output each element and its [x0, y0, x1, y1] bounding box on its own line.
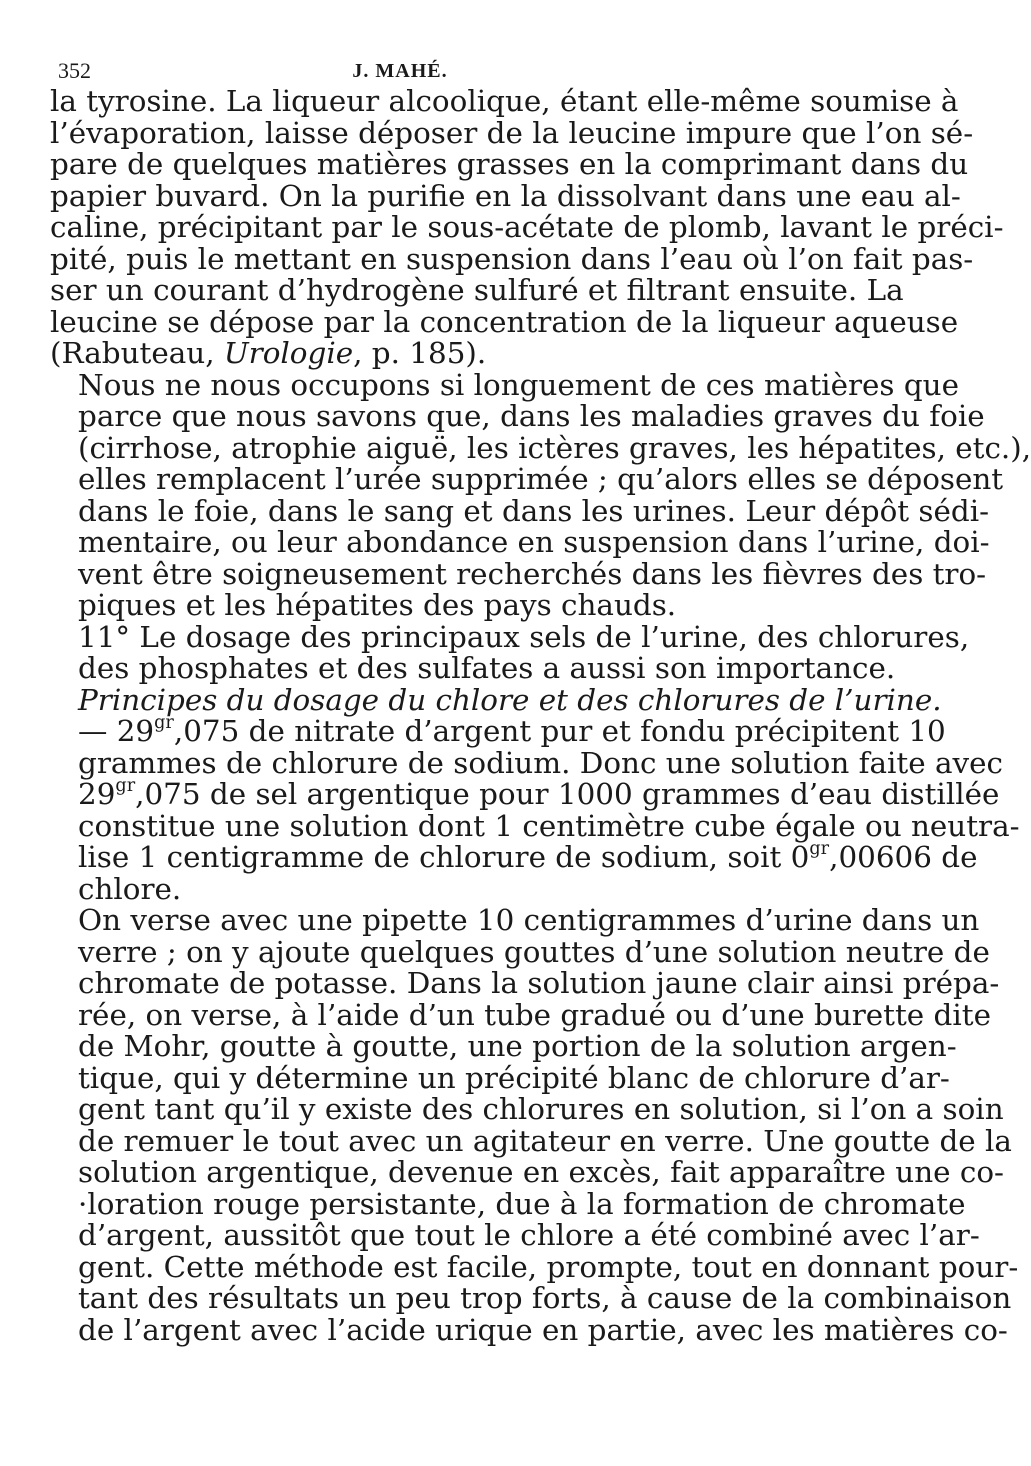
text-line: solution argentique, devenue en excès, fait apparaître une co-: [78, 1155, 1004, 1189]
paragraph: [50, 682, 1020, 906]
text-line: $29^{gr},075$ de sel argentique pour 1000 grammes d’eau distillée: [78, 775, 1000, 811]
text-line: piques et les hépatites des pays chauds.: [78, 588, 677, 622]
text-line: de Mohr, goutte à goutte, une portion de la solution argen-: [78, 1029, 957, 1063]
text-line: Principes du dosage du chlore et des chlorures de l’urine.: [78, 682, 942, 717]
text-line: mentaire, ou leur abondance en suspension dans l’urine, doi-: [78, 525, 990, 559]
text-line: caline, précipitant par le sous-acétate de plomb, lavant le préci-: [50, 210, 1004, 244]
text-line: de l’argent avec l’acide urique en partie, avec les matières co-: [78, 1312, 1008, 1347]
paragraph: [50, 903, 1019, 1347]
text-line: ser un courant d’hydrogène sulfuré et filtrant ensuite. La: [50, 273, 904, 307]
body-text: [50, 84, 1031, 1347]
paragraph: [50, 367, 1031, 622]
text-line: de remuer le tout avec un agitateur en verre. Une goutte de la: [78, 1123, 1012, 1158]
text-line: constitue une solution dont 1 centimètre cube égale ou neutra-: [78, 808, 1020, 843]
page-header: [52, 54, 748, 88]
text-line: gent tant qu’il y existe des chlorures en solution, si l’on a soin: [78, 1092, 1004, 1126]
text-line: pare de quelques matières grasses en la comprimant dans du: [50, 147, 969, 181]
text-line: tique, qui y détermine un précipité blanc de chlorure d’ar-: [78, 1060, 950, 1095]
text-line: grammes de chlorure de sodium. Donc une solution faite avec: [78, 745, 1003, 780]
text-line: rée, on verse, à l’aide d’un tube gradué ou d’une burette dite: [78, 997, 991, 1032]
text-line: — $29^{gr},075$ de nitrate d’argent pur et fondu précipitent 10: [78, 712, 946, 748]
text-line: chlore.: [78, 871, 182, 906]
text-line: gent. Cette méthode est facile, prompte, tout en donnant pour-: [78, 1249, 1019, 1284]
text-line: (cirrhose, atrophie aiguë, les ictères graves, les hépatites, etc.),: [78, 430, 1031, 465]
text-line: elles remplacent l’urée supprimée ; qu’alors elles se déposent: [78, 462, 1004, 496]
paragraph: [50, 84, 1004, 370]
text-line: lise 1 centigramme de chlorure de sodium, soit $0^{gr},00606$ de: [78, 838, 978, 874]
text-line: tant des résultats un peu trop forts, à cause de la combinaison: [78, 1281, 1012, 1315]
text-line: (Rabuteau, Urologie, p. 185).: [50, 336, 487, 370]
text-line: des phosphates et des sulfates a aussi son importance.: [78, 651, 896, 685]
page-number: 352: [58, 58, 91, 83]
text-line: ·loration rouge persistante, due à la formation de chromate: [78, 1186, 966, 1221]
text-line: leucine se dépose par la concentration de la liqueur aqueuse: [50, 304, 959, 339]
running-head: J. MAHÉ.: [352, 60, 448, 82]
text-line: d’argent, aussitôt que tout le chlore a été combiné avec l’ar-: [78, 1218, 980, 1252]
text-line: On verse avec une pipette 10 centigrammes d’urine dans un: [78, 903, 980, 937]
text-line: chromate de potasse. Dans la solution jaune clair ainsi prépa-: [78, 966, 1000, 1000]
text-line: verre ; on y ajoute quelques gouttes d’une solution neutre de: [78, 934, 990, 969]
text-line: l’évaporation, laisse déposer de la leucine impure que l’on sé-: [50, 115, 974, 150]
text-line: parce que nous savons que, dans les maladies graves du foie: [78, 399, 985, 433]
text-line: 11° Le dosage des principaux sels de l’urine, des chlorures,: [78, 619, 970, 654]
text-line: pité, puis le mettant en suspension dans l’eau où l’on fait pas-: [50, 241, 974, 276]
text-line: dans le foie, dans le sang et dans les urines. Leur dépôt sédi-: [78, 493, 990, 528]
text-line: vent être soigneusement recherchés dans les fièvres des tro-: [78, 556, 987, 591]
text-line: Nous ne nous occupons si longuement de ces matières que: [78, 367, 959, 402]
text-line: papier buvard. On la purifie en la dissolvant dans une eau al-: [50, 178, 961, 213]
paragraph: [50, 619, 970, 685]
text-line: la tyrosine. La liqueur alcoolique, étant elle-même soumise à: [50, 84, 959, 118]
